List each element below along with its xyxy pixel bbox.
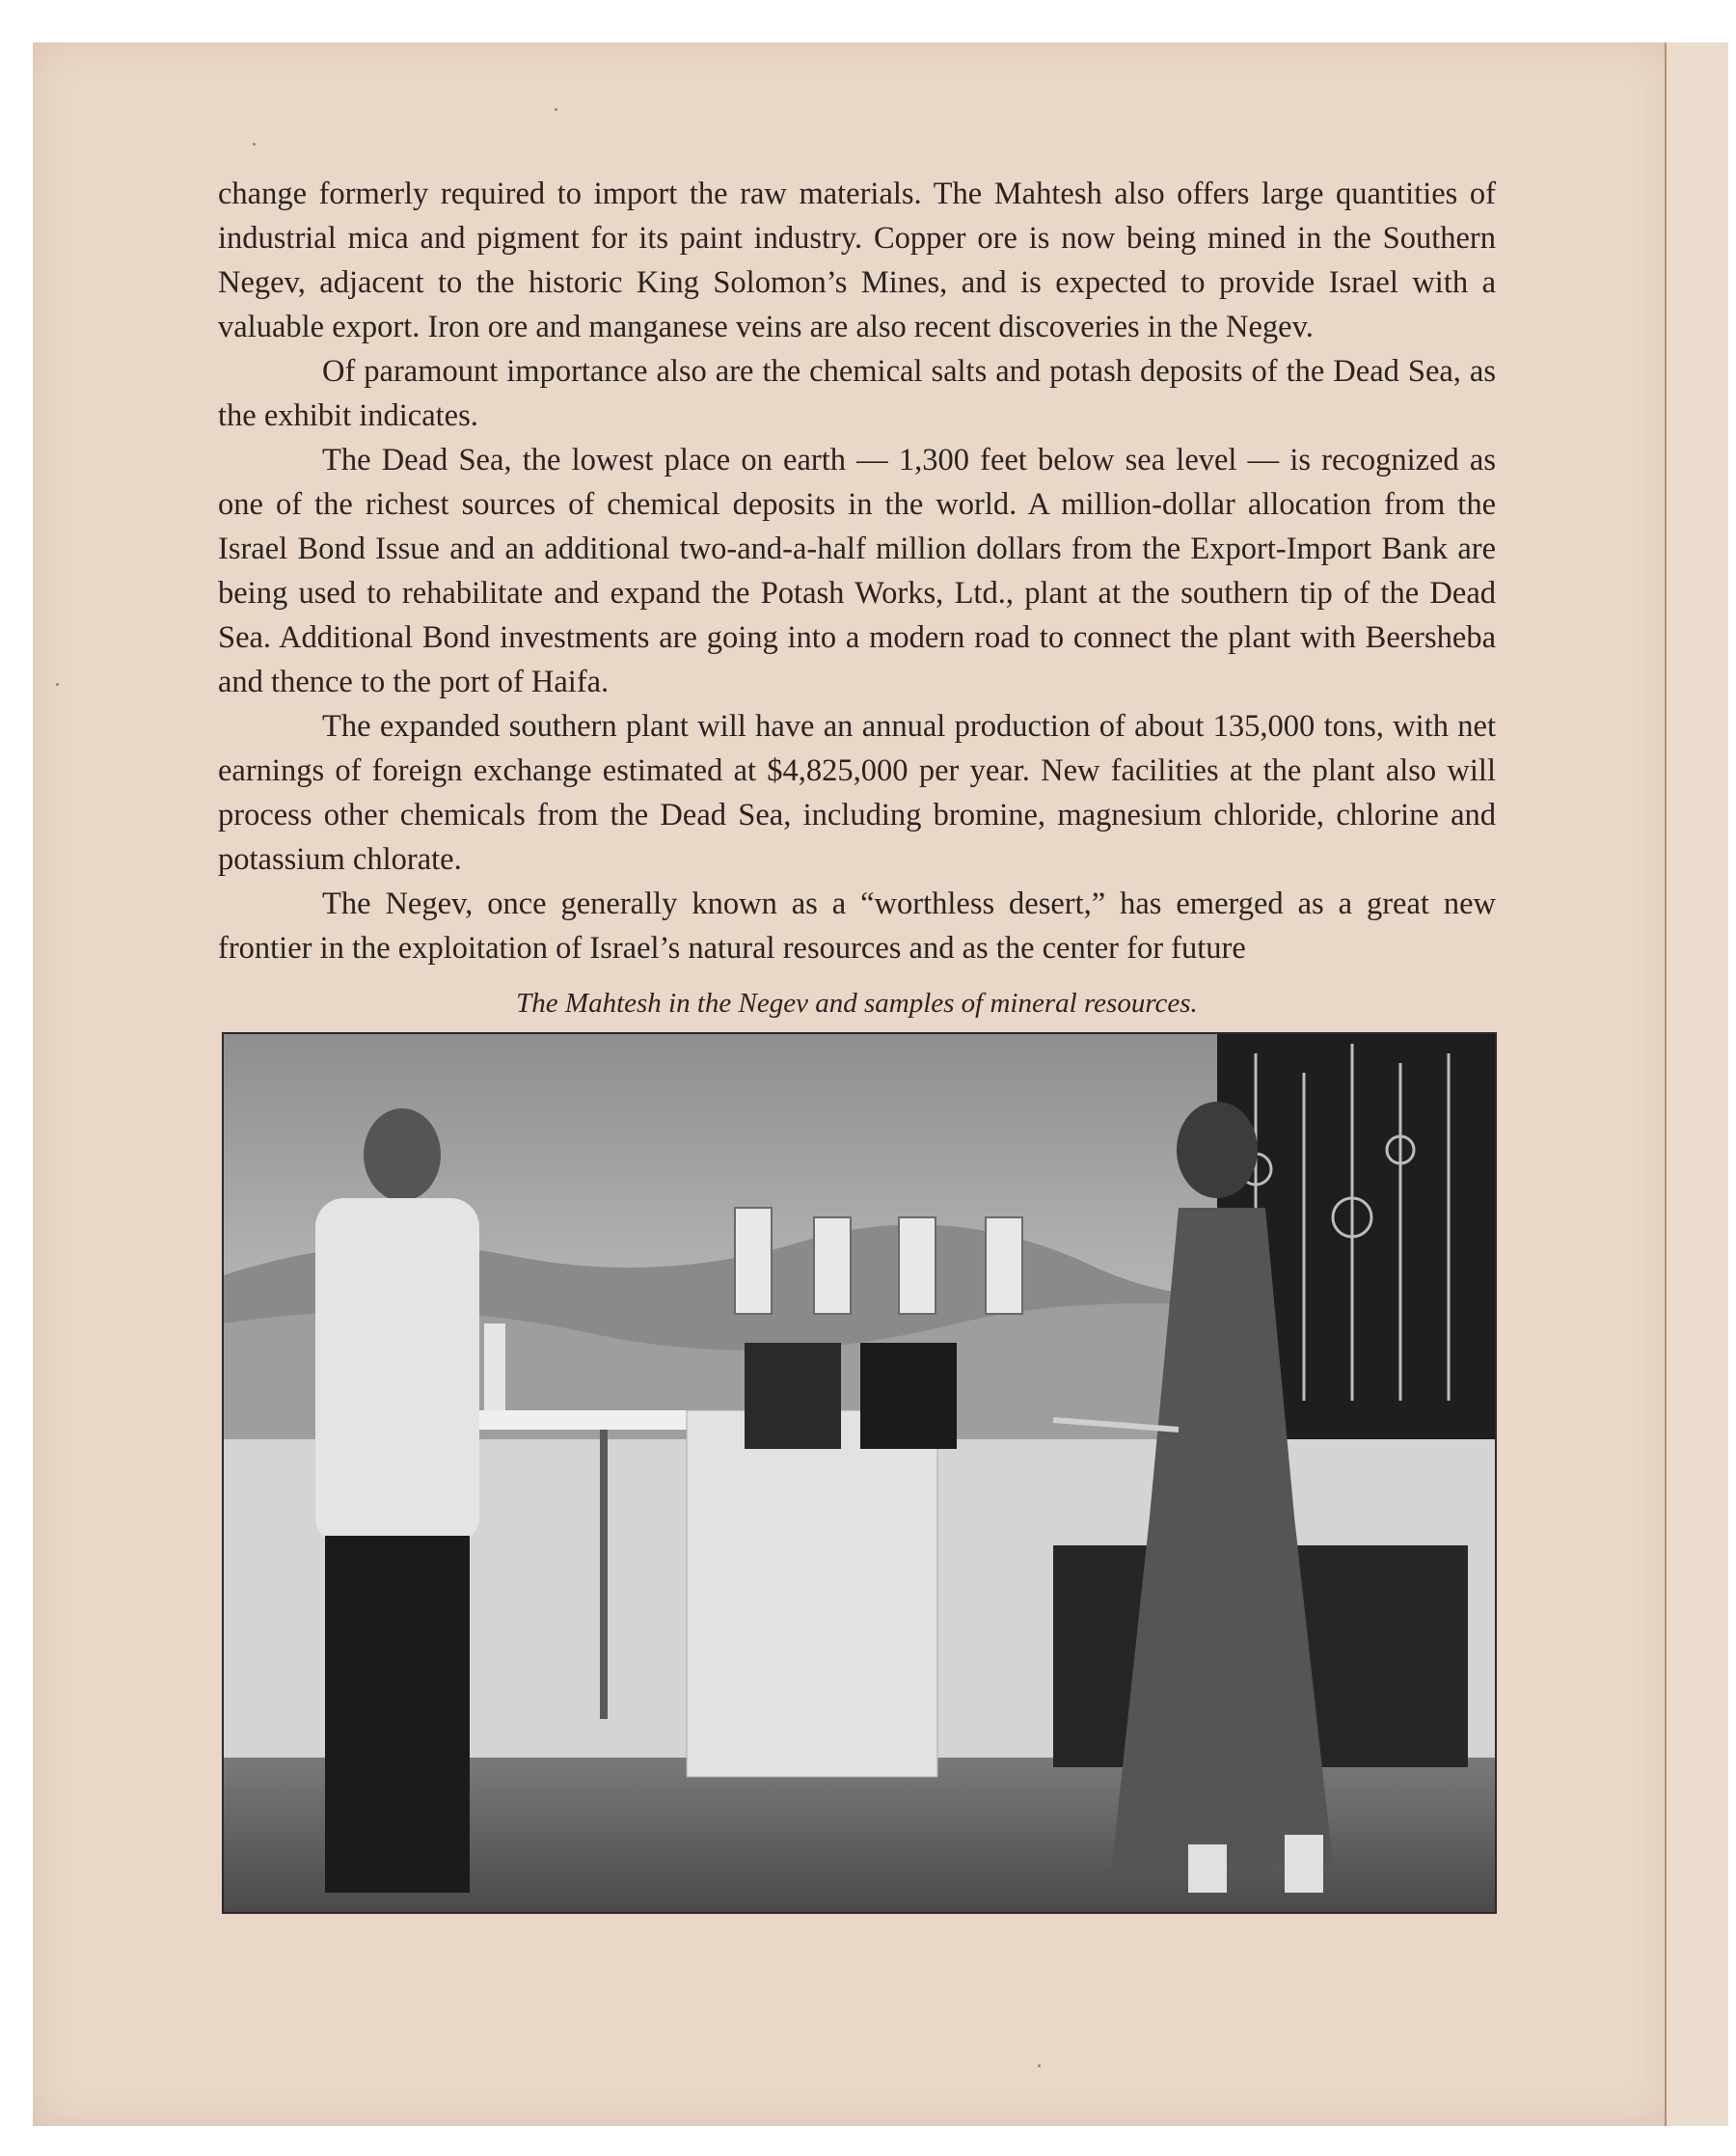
article-body (218, 172, 1496, 970)
paragraph-2: Of paramount importance also are the chemical salts and potash deposits of the Dead Sea, as the exhibit indicates. (218, 354, 1496, 433)
paragraph-5: The Negev, once generally known as a “worthless desert,” has emerged as a great new frontier in the exploitation of Israel’s natural resources and as the center for future (218, 887, 1496, 966)
paragraph-4: The expanded southern plant will have an annual production of about 135,000 tons, with net earnings of foreign exchange estimated at $4,825,000 per year. New facilities at the plant also will process other chemicals from the Dead Sea, including bromine, magnesium chloride, chlorine and potassium chlorate. (218, 709, 1496, 877)
paper-speck (555, 108, 557, 111)
paragraph-1: change formerly required to import the raw materials. The Mahtesh also offers large quantities of industrial mica and pigment for its paint industry. Copper ore is now being mined in the Southern Negev, adjacent to the historic King Solomon’s Mines, and is expected to provide Israel with a valuable export. Iron ore and manganese veins are also recent discoveries in the Negev. (218, 177, 1496, 344)
paper-speck (56, 683, 59, 686)
paper-speck (253, 143, 256, 146)
page-fold (1665, 42, 1667, 2126)
exhibit-photograph (222, 1032, 1497, 1914)
adjacent-page-edge (1665, 42, 1728, 2126)
paragraph-3: The Dead Sea, the lowest place on earth — 1,300 feet below sea level — is recognized as one of the richest sources of chemical deposits in the world. A million-dollar allocation from the Israel Bond Issue and an additional two-and-a-half million dollars from the Export-Import Bank are being used to rehabilitate and expand the Potash Works, Ltd., plant at the southern tip of the Dead Sea. Additional Bond investments are going into a modern road to connect the plant with Beersheba and thence to the port of Haifa. (218, 443, 1496, 699)
figure-caption: The Mahtesh in the Negev and samples of mineral resources. (516, 988, 1198, 1019)
man-figure (315, 1108, 479, 1893)
paper-speck (1038, 2064, 1041, 2067)
